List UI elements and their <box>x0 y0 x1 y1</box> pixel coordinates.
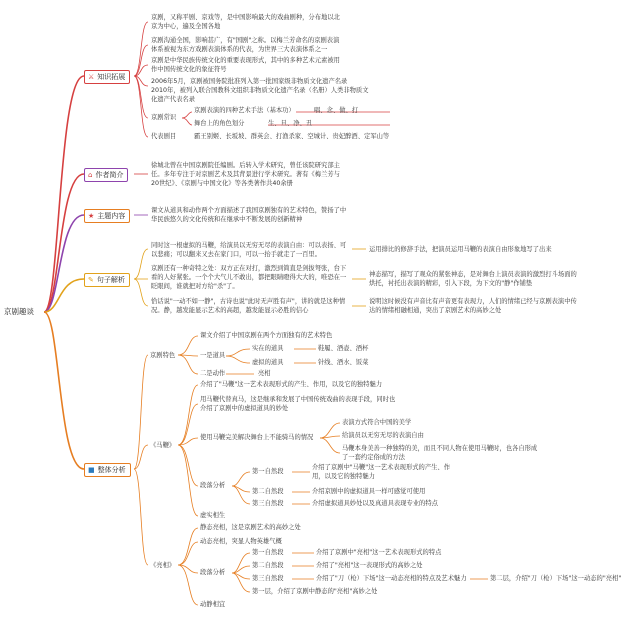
paragraph-summary: 介绍了京剧中"亮相"这一艺术表现形式的特点 <box>316 549 442 556</box>
paragraph-label: 第三自然段 <box>252 575 284 582</box>
mabian-subpoint: 马鞭本身美善一种独特的美，而且不同人物在使用马鞭时，也各自形成了一套约定俗成的方法 <box>342 445 538 461</box>
branch-analysis[interactable] <box>84 463 131 477</box>
knowledge-text: 京剧沟通全国，影响甚广，有"国剧"之称。以梅兰芳命名的京剧表演体系被视为东方戏剧表演体系的代表，为世界三大表演体系之一 <box>151 37 340 53</box>
sentence-quote: 京剧还有一种奇特之处：双方正在对打，激烈到简直是剑拔弩张，台下看的人好紧张。一个个大气儿不敢出，都把眼睛瞪得大大的，唯恐在一眨眼间，谁就把对方给"杀"了。 <box>151 265 347 290</box>
mabian-subpoint: 给演员以无穷无尽的表演自由 <box>342 432 424 439</box>
sentence-quote: 恰话说"一动不如一静"，古诗也说"此时无声胜有声"，讲的就是这种情况。静，越发能显示艺术的高超，越发能显示必胜的信心 <box>151 298 346 314</box>
paragraph-summary: 介绍京剧中的虚拟道具一样可感觉可使用 <box>312 488 426 495</box>
action-label: 二是动作 <box>200 370 226 377</box>
paragraph-label: 第三自然段 <box>252 500 284 507</box>
theme-text: 课文从道具和动作两个方面描述了我国京剧独有的艺术特色，赞扬了中华民族悠久的文化传统和在继承中不断发展的创新精神 <box>151 207 347 223</box>
common-sense-item: 京剧表演的四种艺术手法（基本功） <box>194 107 295 114</box>
mabian-segment-label: 段落分析 <box>200 482 226 489</box>
common-sense-item: 舞台上的角色划分 <box>194 120 245 127</box>
sentence-analysis: 神态描写，描写了观众的紧张神态，是对舞台上演员表演的激烈打斗场面的烘托，衬托出表演的精彩，引入下段，为下文的"静"作铺垫 <box>369 271 577 287</box>
sentence-quote: 同时这一根虚拟的马鞭，给演员以无穷无尽的表演自由：可以表扬、可以悲痛；可以翻来又去在家门口，可以一抬手就走了一百里。 <box>151 242 347 258</box>
liangxiang-label: 《亮相》 <box>150 562 176 569</box>
branch-label: 句子解析 <box>96 276 125 284</box>
paragraph-label: 第一自然段 <box>252 549 284 556</box>
liangxiang-conclusion: 动静相宜 <box>200 601 226 608</box>
knowledge-text: 京剧，又称平剧、京戏等，是中国影响最大的戏曲剧种，分布地以北京为中心，遍及全国各地 <box>151 14 340 30</box>
crossed-swords-icon: ⚔ <box>88 72 95 81</box>
virtual-prop-value: 针线、酒水、饭菜 <box>318 359 369 366</box>
square-icon: ■ <box>88 465 95 474</box>
paragraph-summary: 介绍了"亮相"这一表现形式的高妙之处 <box>316 562 423 569</box>
mabian-conclusion: 虚实相生 <box>200 512 226 519</box>
root-node[interactable]: 京剧趣谈 <box>4 307 34 316</box>
paragraph-subsummary: 第二层，介绍"刀（枪）下场"这一动态的"亮相" <box>490 575 622 582</box>
paragraph-summary: 介绍虚拟道具妙处以及真道具表现专业的特点 <box>312 500 438 507</box>
branch-sentences[interactable] <box>84 273 130 287</box>
author-text: 徐城北曾在中国京剧院任编剧。后转入学术研究，曾任该院研究部主任。多年专注于对京剧艺术及其背景进行学术研究。著有《梅兰芳与20世纪》、《京剧与中国文化》等各类著作共40余册 <box>151 162 340 187</box>
branch-label: 整体分析 <box>97 466 126 474</box>
paragraph-label: 第二自然段 <box>252 488 284 495</box>
repertoire-label: 代表剧目 <box>151 133 177 140</box>
paragraph-summary: 介绍了"刀（枪）下场"这一动态亮相的特点及艺术魅力 <box>316 575 467 582</box>
sentence-analysis: 说明这时候没有声音比有声音更有表现力，人们的情绪已经与京剧表演中传达的情绪相融相通，突出了京剧艺术的高妙之处 <box>369 298 577 314</box>
paragraph-label: 第二自然段 <box>252 562 284 569</box>
knowledge-text: 2010年，被列入联合国教科文组织非物质文化遗产名录（名册）人类非物质文化遗产代表名录 <box>151 87 369 103</box>
mabian-subpoint: 表演方式符合中国的美学 <box>342 419 412 426</box>
real-prop-label: 实在的道具 <box>252 345 284 352</box>
liangxiang-segment-label: 段落分析 <box>200 569 226 576</box>
paragraph-label: 第一自然段 <box>252 468 284 475</box>
knowledge-text: 京剧是中华民族传统文化的重要表现形式，其中的多种艺术元素被用作中国传统文化的象征符号 <box>151 57 340 73</box>
common-sense-label: 京剧常识 <box>151 114 177 121</box>
analysis-overview: 课文介绍了中国京剧在两个方面独有的艺术特色 <box>200 332 333 339</box>
action-value: 亮相 <box>258 370 271 377</box>
branch-label: 主题内容 <box>97 212 126 220</box>
liangxiang-point: 动态亮相，突显人物英雄气概 <box>200 538 282 545</box>
knowledge-text: 2006年5月，京剧被国务院批准列入第一批国家级非物质文化遗产名录 <box>151 78 348 85</box>
paragraph-summary: 介绍了京剧中"马鞭"这一艺术表现形式的产生、作用，以及它的独特魅力 <box>312 464 451 480</box>
star-icon: ★ <box>88 211 95 220</box>
mabian-point: 用马鞭代替真马，这是继承和发展了中国传统戏曲的表现手段，同时也介绍了京剧中的虚拟道具的妙处 <box>200 396 396 412</box>
common-sense-value: 生、旦、净、丑 <box>268 120 313 127</box>
virtual-prop-label: 虚拟的道具 <box>252 359 284 366</box>
common-sense-value: 唱、念、做、打 <box>314 107 359 114</box>
mabian-label: 《马鞭》 <box>150 442 176 449</box>
prop-label: 一是道具 <box>200 352 226 359</box>
branch-author[interactable] <box>84 168 128 182</box>
real-prop-value: 鞋履、酒壶、酒杯 <box>318 345 369 352</box>
branch-theme[interactable] <box>84 209 130 223</box>
mabian-point: 介绍了"马鞭"这一艺术表现形式的产生、作用，以及它的独特魅力 <box>200 381 383 388</box>
sentence-analysis: 运用排比的修辞手法，把演员运用马鞭的表演自由形象地写了出来 <box>369 246 552 253</box>
features-label: 京剧特色 <box>150 352 176 359</box>
repertoire-list: 霸王别姬、长坂坡、群英会、打渔杀家、空城计、贵妃醉酒、定军山等 <box>194 133 390 140</box>
liangxiang-point: 静态亮相，这是京剧艺术的高妙之处 <box>200 524 301 531</box>
branch-label: 作者简介 <box>95 171 124 179</box>
house-icon: ⌂ <box>88 170 93 179</box>
branch-label: 知识拓展 <box>97 73 126 81</box>
mabian-point: 使用马鞭完美解决舞台上不能骑马的情况 <box>200 434 314 441</box>
pencil-icon: ✎ <box>88 275 94 284</box>
paragraph-summary: 第一层，介绍了京剧中静态的"亮相"高妙之处 <box>252 588 378 595</box>
branch-knowledge[interactable] <box>84 70 130 84</box>
